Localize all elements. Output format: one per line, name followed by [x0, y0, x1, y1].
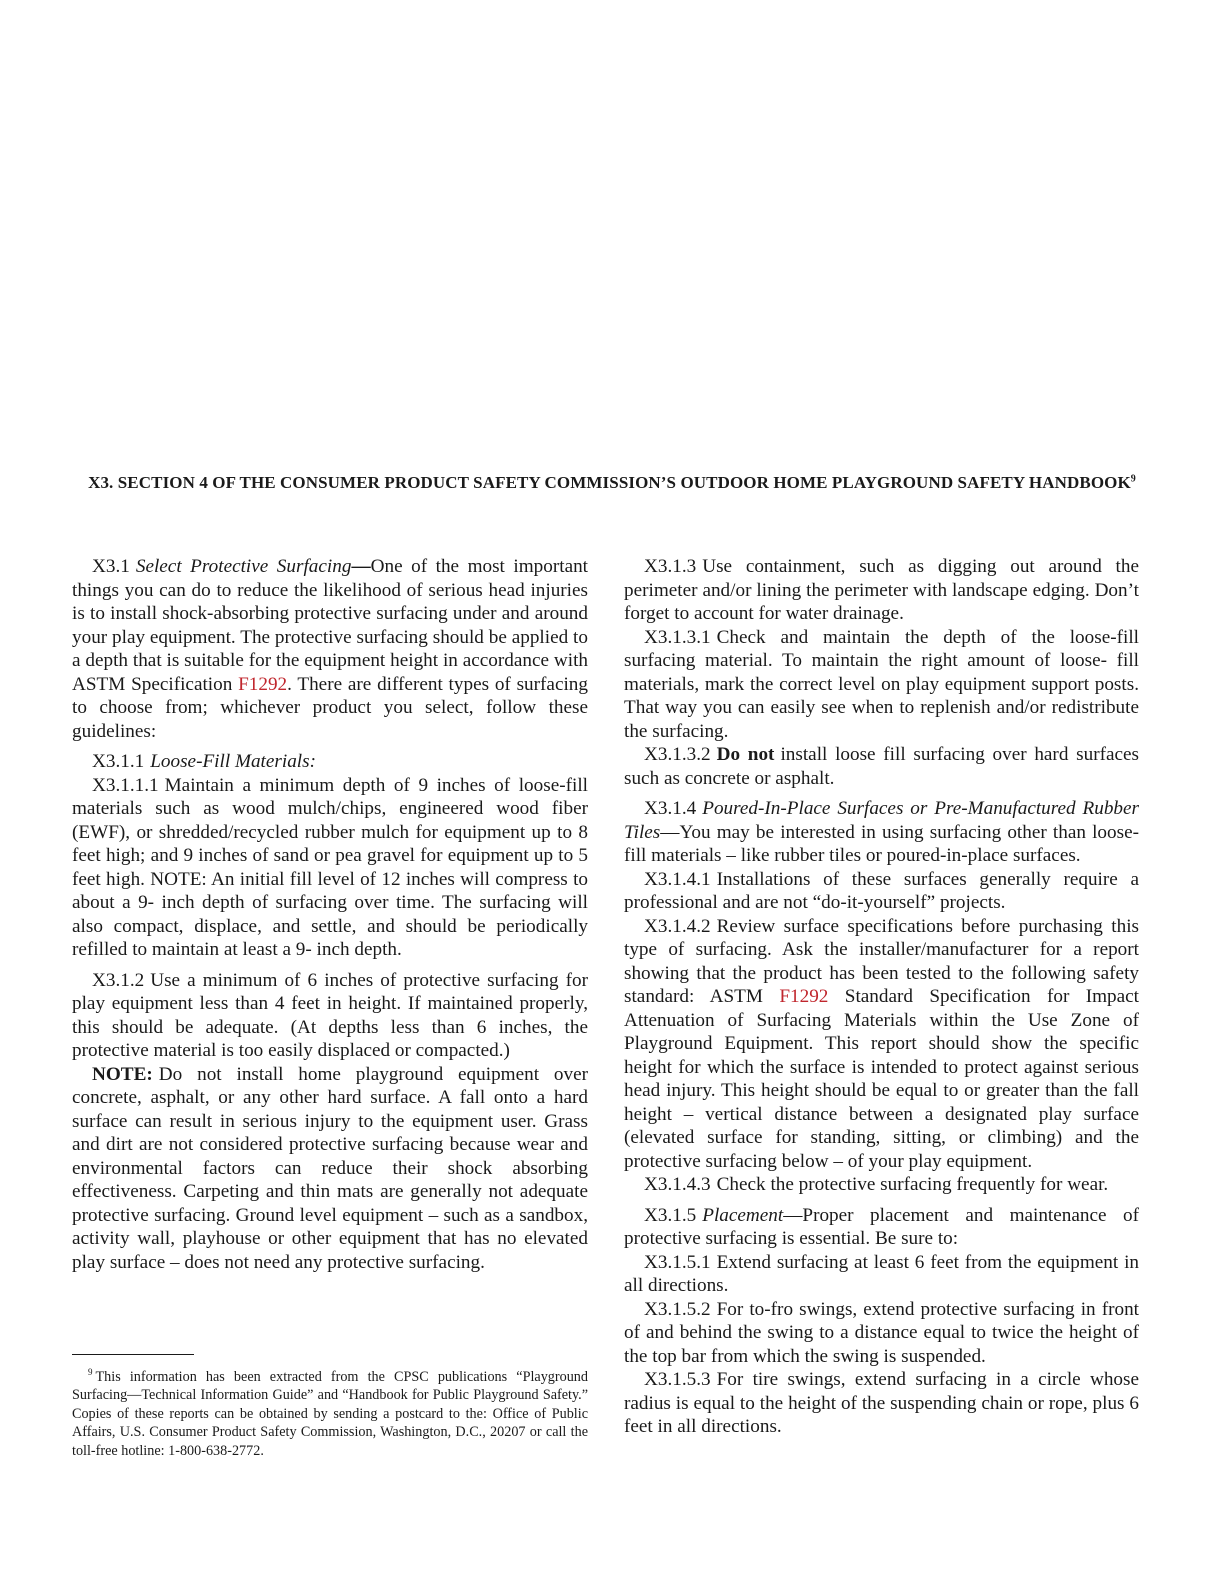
- section-number: X3.1.3.1: [644, 626, 711, 648]
- section-text: Installations of these surfaces generally require a professional and are not “do-it-yourself” projects.: [624, 868, 1139, 913]
- section-x3-1-3: [624, 555, 1139, 626]
- section-x3-1-1-1: [72, 774, 588, 962]
- section-x3-1-5-1: [624, 1251, 1139, 1298]
- section-title: Select Protective Surfacing: [135, 556, 352, 577]
- appendix-title: X3. SECTION 4 OF THE CONSUMER PRODUCT SAFETY COMMISSION’S OUTDOOR HOME PLAYGROUND SAFETY HANDBOOK: [88, 473, 1131, 492]
- appendix-heading: [80, 472, 1144, 494]
- section-number: X3.1.3: [644, 556, 697, 577]
- section-text: For to-fro swings, extend protective surfacing in front of and behind the swing to a distance equal to twice the height of the top bar from which the swing is suspended.: [624, 1298, 1139, 1367]
- section-text: Check the protective surfacing frequently for wear.: [716, 1174, 1109, 1195]
- note-label: NOTE:: [92, 1063, 153, 1085]
- section-dash: —: [351, 556, 371, 577]
- section-text: Standard Specification for Impact Attenuation of Surfacing Materials within the Use Zone of Playground Equipment. This report should show the specific height for which the surface is intended to protect against serious head injury. This height should be equal to or greater than the fall height – vertical distance between a designated play surface (elevated surface for standing, sitting, or climbing) and the protective surfacing below – of your play equipment.: [624, 986, 1139, 1172]
- section-title: Loose-Fill Materials:: [150, 751, 316, 772]
- section-x3-1-4: [624, 797, 1139, 868]
- section-number: X3.1.5.3: [644, 1369, 711, 1390]
- footnote-marker: 9: [88, 1367, 93, 1378]
- left-column: [72, 555, 588, 1274]
- astm-f1292-link[interactable]: F1292: [779, 986, 829, 1007]
- section-number: X3.1: [92, 556, 130, 577]
- footnote-divider: [72, 1354, 194, 1355]
- section-number: X3.1.1.1: [92, 774, 159, 796]
- footnote: [72, 1368, 588, 1460]
- section-x3-1-4-3: [624, 1173, 1139, 1197]
- section-title: Poured-In-Place Surfaces or Pre-Manufactured Rubber Tiles: [624, 798, 1139, 843]
- section-text: One of the most important things you can do to reduce the likelihood of serious head injuries is to install shock-absorbing protective surfacing under and around your play equipment. The protective surfacing should be applied to a depth that is suitable for the equipment height in accordance with ASTM Specification: [72, 556, 589, 695]
- section-text: Check and maintain the depth of the loose-fill surfacing material. To maintain the right amount of loose- fill materials, mark the correct level on play equipment support posts. That way you can easily see when to replenish and/or redistribute the surfacing.: [624, 626, 1139, 742]
- footnote-text: This information has been extracted from the CPSC publications “Playground Surfacing—Technical Information Guide” and “Handbook for Public Playground Safety.” Copies of these reports can be obtained by sending a postcard to the: Office of Public Affairs, U.S. Consumer Product Safety Commission, Washington, D.C., 20207 or call the toll-free hotline: 1-800-638-2772.: [72, 1369, 588, 1459]
- section-number: X3.1.4.2: [644, 915, 711, 937]
- section-title: Placement: [702, 1204, 784, 1226]
- section-x3-1-2: [72, 969, 588, 1063]
- section-dash: —: [783, 1204, 803, 1226]
- section-dash: —: [660, 821, 680, 843]
- section-text: Use a minimum of 6 inches of protective surfacing for play equipment less than 4 feet in height. If maintained properly, this should be adequate. (At depths less than 6 inches, the protective material is too easily displaced or compacted.): [72, 969, 588, 1061]
- footnote-marker: 9: [1130, 473, 1136, 485]
- section-number: X3.1.5.2: [644, 1298, 711, 1320]
- section-number: X3.1.5.1: [644, 1251, 711, 1273]
- section-x3-1-3-2: [624, 743, 1139, 790]
- section-x3-1-5-3: [624, 1368, 1139, 1439]
- section-text: Use containment, such as digging out around the perimeter and/or lining the perimeter with landscape edging. Don’t forget to account for water drainage.: [624, 556, 1139, 624]
- emphasis-text: Do not: [716, 744, 775, 765]
- section-x3-1-1: [72, 750, 588, 774]
- section-text: Extend surfacing at least 6 feet from the equipment in all directions.: [624, 1251, 1139, 1296]
- section-number: X3.1.4.1: [644, 868, 711, 890]
- section-text: install loose fill surfacing over hard surfaces such as concrete or asphalt.: [624, 744, 1139, 789]
- section-number: X3.1.5: [644, 1204, 697, 1226]
- section-number: X3.1.4.3: [644, 1174, 711, 1195]
- section-number: X3.1.3.2: [644, 744, 711, 765]
- section-number: X3.1.4: [644, 798, 697, 819]
- note-text: Do not install home playground equipment over concrete, asphalt, or any other hard surface. A fall onto a hard surface can result in serious injury to the equipment user. Grass and dirt are not considered protective surfacing because wear and environmental factors can reduce their shock absorbing effectiveness. Carpeting and thin mats are generally not adequate protective surfacing. Ground level equipment – such as a sandbox, activity wall, playhouse or other equipment that has no elevated play surface – does not need any protective surfacing.: [72, 1063, 588, 1273]
- section-x3-1-5-2: [624, 1298, 1139, 1369]
- section-x3-1-5: [624, 1204, 1139, 1251]
- section-text: Maintain a minimum depth of 9 inches of loose-fill materials such as wood mulch/chips, engineered wood fiber (EWF), or shredded/recycled rubber mulch for equipment up to 8 feet high; and 9 inches of sand or pea gravel for equipment up to 5 feet high. NOTE: An initial fill level of 12 inches will compress to about a 9- inch depth of surfacing over time. The surfacing will also compact, displace, and settle, and should be periodically refilled to maintain at least a 9- inch depth.: [72, 774, 588, 960]
- section-x3-1-4-1: [624, 868, 1139, 915]
- section-x3-1: [72, 555, 588, 743]
- section-text: For tire swings, extend surfacing in a circle whose radius is equal to the height of the suspending chain or rope, plus 6 feet in all directions.: [624, 1369, 1139, 1437]
- section-number: X3.1.2: [92, 969, 145, 991]
- section-text: Proper placement and maintenance of protective surfacing is essential. Be sure to:: [624, 1204, 1139, 1249]
- right-column: [624, 555, 1139, 1439]
- section-text: You may be interested in using surfacing other than loose-fill materials – like rubber tiles or poured-in-place surfaces.: [624, 821, 1139, 866]
- note-paragraph: [72, 1063, 588, 1275]
- section-number: X3.1.1: [92, 751, 145, 772]
- section-text: Review surface specifications before purchasing this type of surfacing. Ask the installer/manufacturer for a report showing that the product has been tested to the following safety standard: ASTM: [624, 915, 1139, 1007]
- astm-f1292-link[interactable]: F1292: [238, 673, 288, 695]
- section-x3-1-3-1: [624, 626, 1139, 744]
- section-x3-1-4-2: [624, 915, 1139, 1174]
- section-text: . There are different types of surfacing to choose from; whichever product you select, follow these guidelines:: [72, 673, 588, 742]
